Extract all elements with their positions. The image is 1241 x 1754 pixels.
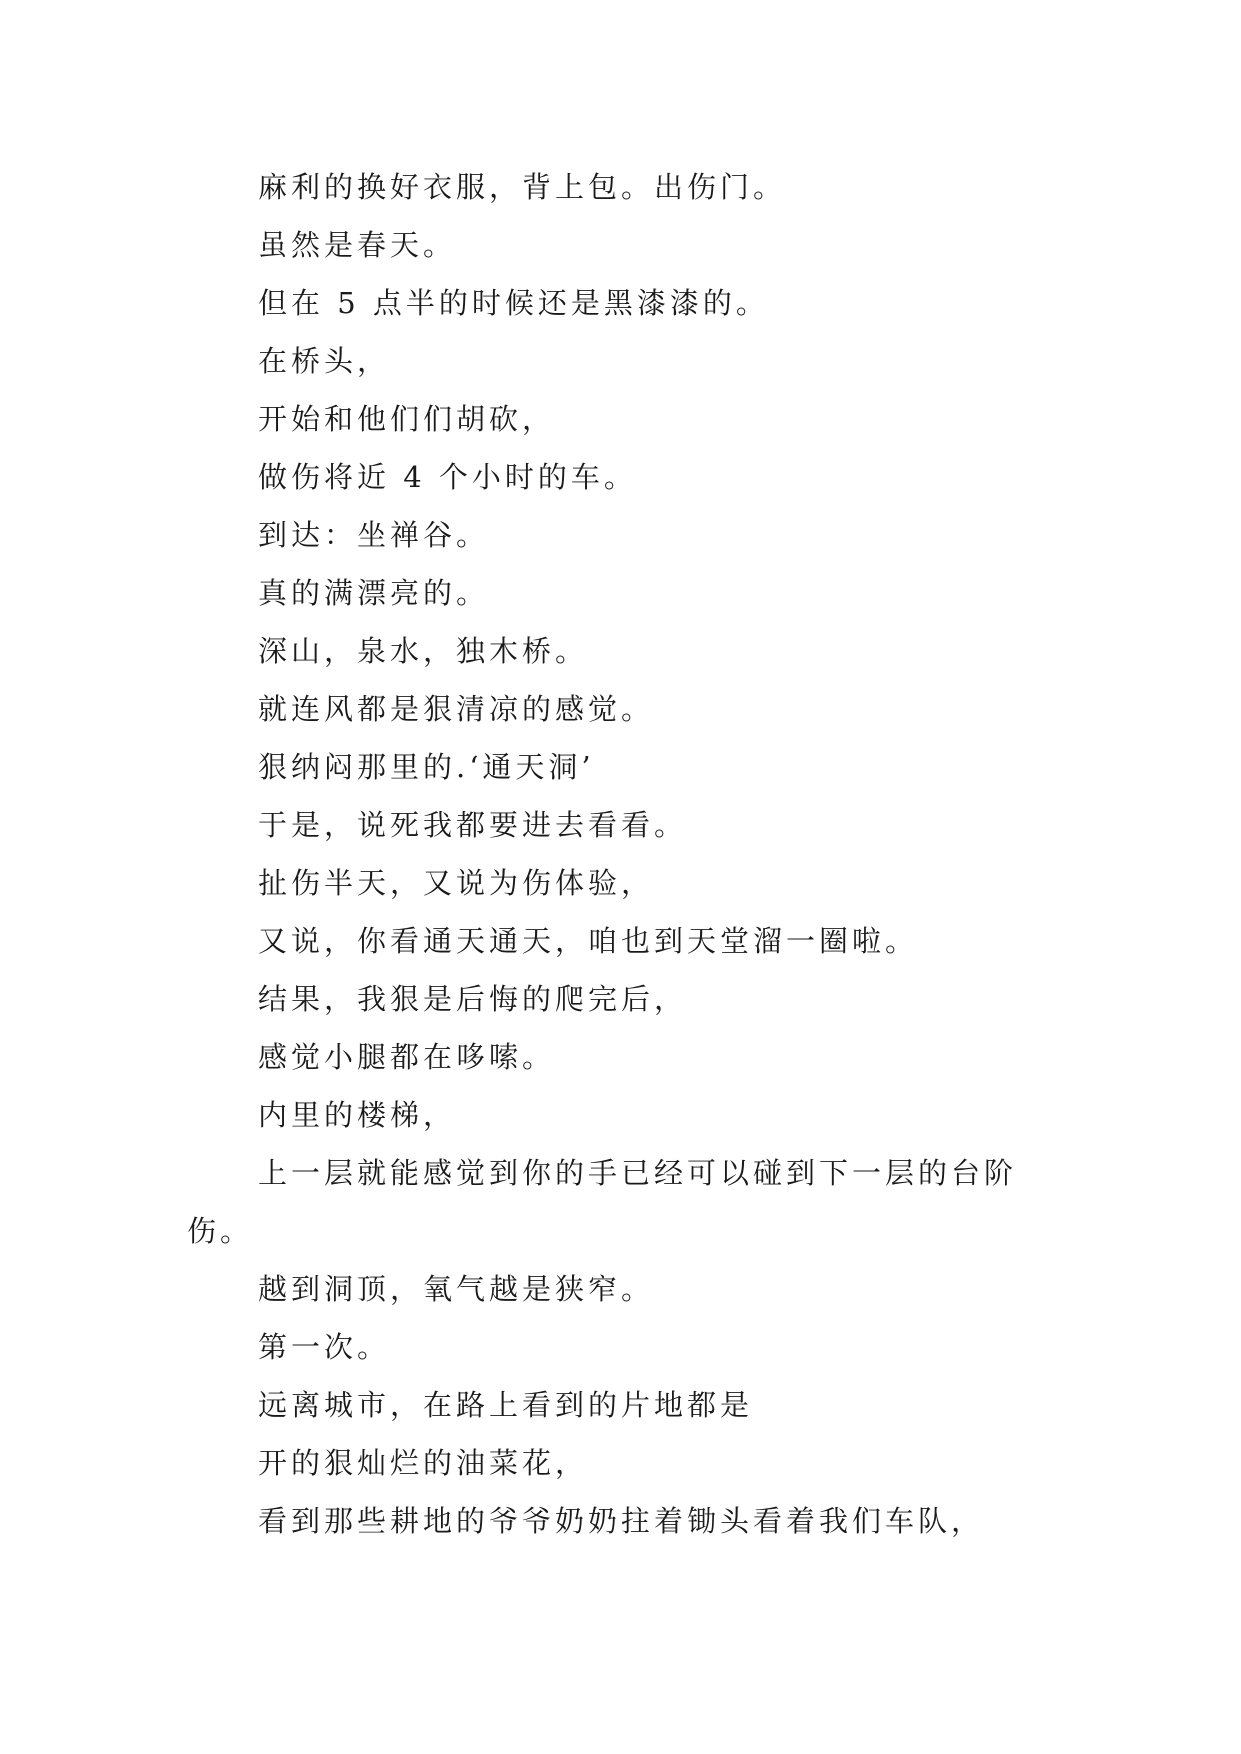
body-text — [187, 158, 1067, 1550]
paragraph: 开的狠灿烂的油菜花， — [258, 1446, 589, 1480]
paragraph: 做伤将近 4 个小时的车。 — [258, 460, 637, 494]
paragraph: 远离城市，在路上看到的片地都是 — [258, 1388, 754, 1422]
paragraph: 内里的楼梯， — [258, 1098, 457, 1132]
paragraph: 狠纳闷那里的.‘通天洞’ — [258, 750, 595, 784]
paragraph: 又说，你看通天通天，咱也到天堂溜一圈啦。 — [258, 924, 919, 958]
paragraph: 就连风都是狠清凉的感觉。 — [258, 692, 655, 726]
paragraph: 上一层就能感觉到你的手已经可以碰到下一层的台阶伤。 — [187, 1156, 1018, 1248]
paragraph: 感觉小腿都在哆嗦。 — [258, 1040, 556, 1074]
paragraph: 真的满漂亮的。 — [258, 576, 490, 610]
paragraph: 扯伤半天，又说为伤体验， — [258, 866, 655, 900]
paragraph: 麻利的换好衣服，背上包。出伤门。 — [258, 170, 787, 204]
paragraph: 虽然是春天。 — [258, 228, 457, 262]
paragraph: 第一次。 — [258, 1330, 391, 1364]
paragraph: 结果，我狠是后悔的爬完后， — [258, 982, 688, 1016]
paragraph: 越到洞顶，氧气越是狭窄。 — [258, 1272, 655, 1306]
paragraph: 但在 5 点半的时候还是黑漆漆的。 — [258, 286, 769, 320]
paragraph: 开始和他们们胡砍， — [258, 402, 556, 436]
paragraph: 看到那些耕地的爷爷奶奶拄着锄头看着我们车队， — [258, 1504, 985, 1538]
paragraph: 到达：坐禅谷。 — [258, 518, 490, 552]
paragraph: 在桥头， — [258, 344, 391, 378]
paragraph: 于是，说死我都要进去看看。 — [258, 808, 688, 842]
paragraph: 深山，泉水，独木桥。 — [258, 634, 589, 668]
